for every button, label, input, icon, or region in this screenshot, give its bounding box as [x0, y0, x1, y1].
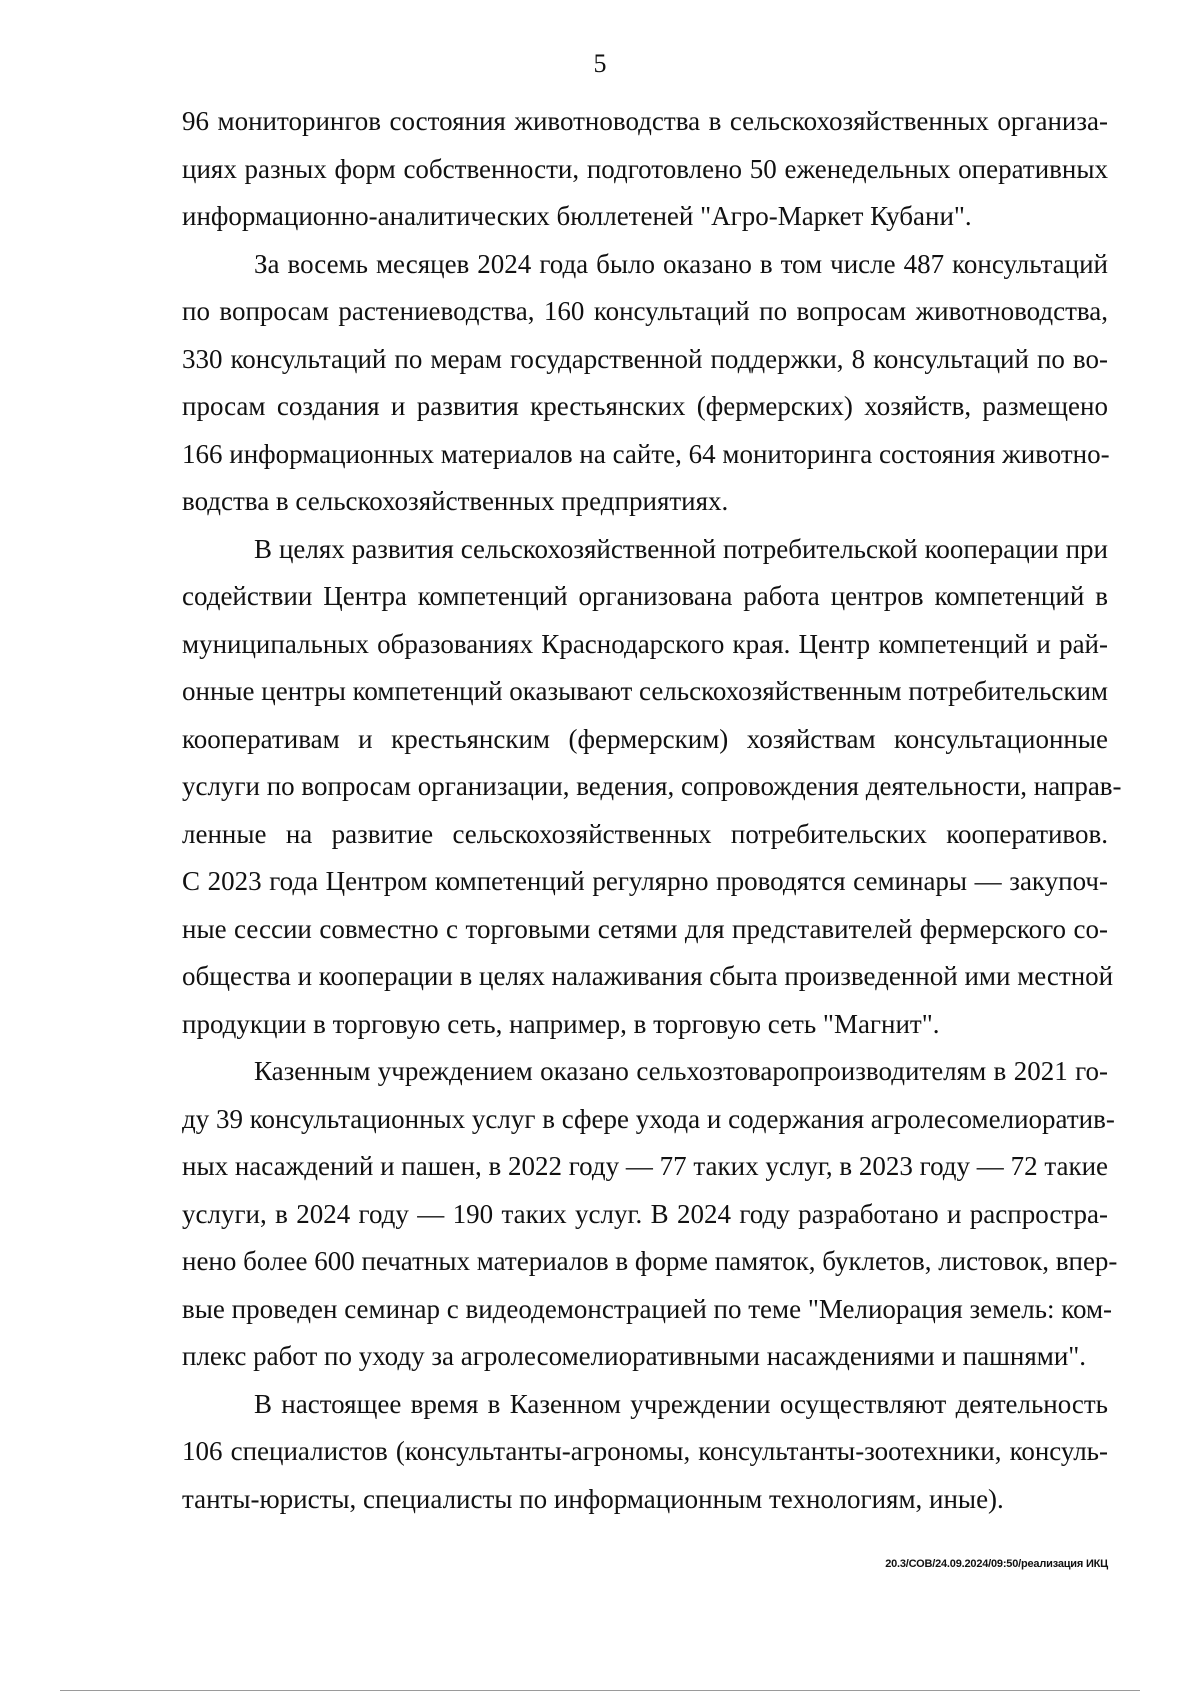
paragraph-specialists	[182, 1381, 1108, 1524]
document-body	[182, 98, 1122, 1523]
text-line: услуги по вопросам организации, ведения, сопровождения деятельности, направ-	[182, 771, 1122, 801]
paragraph-continuation	[182, 98, 1108, 241]
text-line: 330 консультаций по мерам государственной поддержки, 8 консультаций по во-	[182, 343, 1108, 374]
text-line: 96 мониторингов состояния животноводства в сельскохозяйственных организа-	[182, 106, 1108, 136]
text-line: онные центры компетенций оказывают сельскохозяйственным потребительским	[182, 676, 1108, 706]
text-line: циях разных форм собственности, подготовлено 50 еженедельных оперативных	[182, 153, 1108, 184]
scan-edge-divider	[60, 1690, 1140, 1691]
text-line: продукции в торговую сеть, например, в торговую сеть "Магнит".	[182, 1008, 940, 1039]
text-line: 106 специалистов (консультанты-агрономы, консультанты-зоотехники, консуль-	[182, 1436, 1108, 1466]
text-line: ленные на развитие сельскохозяйственных потребительских кооперативов.	[182, 818, 1108, 849]
text-line: ных насаждений и пашен, в 2022 году — 77 таких услуг, в 2023 году — 72 такие	[182, 1151, 1108, 1181]
text-line: муниципальных образованиях Краснодарского края. Центр компетенций и рай-	[182, 628, 1108, 659]
text-line: В настоящее время в Казенном учреждении осуществляют деятельность	[254, 1388, 1108, 1419]
text-line: С 2023 года Центром компетенций регулярно проводятся семинары — закупоч-	[182, 866, 1108, 896]
page-number: 5	[593, 49, 607, 78]
text-line: вые проведен семинар с видеодемонстрацией по теме "Мелиорация земель: ком-	[182, 1293, 1113, 1324]
text-line: нено более 600 печатных материалов в форме памяток, буклетов, листовок, впер-	[182, 1246, 1118, 1276]
text-line: За восемь месяцев 2024 года было оказано в том числе 487 консультаций	[254, 248, 1108, 279]
text-line: ду 39 консультационных услуг в сфере ухода и содержания агролесомелиоратив-	[182, 1103, 1115, 1134]
text-line: просам создания и развития крестьянских (фермерских) хозяйств, размещено	[182, 391, 1108, 421]
text-line: водства в сельскохозяйственных предприятиях.	[182, 486, 729, 516]
paragraph-cooperation	[182, 526, 1122, 1049]
text-line: танты-юристы, специалисты по информационным технологиям, иные).	[182, 1483, 1004, 1514]
text-line: кооперативам и крестьянским (фермерским) хозяйствам консультационные	[182, 723, 1108, 754]
text-line: содействии Центра компетенций организована работа центров компетенций в	[182, 581, 1108, 611]
text-line: плекс работ по уходу за агролесомелиоративными насаждениями и пашнями".	[182, 1341, 1087, 1371]
document-footer-code: 20.3/СОВ/24.09.2024/09:50/реализация ИКЦ	[885, 1558, 1108, 1570]
text-line: Казенным учреждением оказано сельхозтоваропроизводителям в 2021 го-	[254, 1056, 1108, 1086]
text-line: по вопросам растениеводства, 160 консультаций по вопросам животноводства,	[182, 296, 1108, 326]
paragraph-melioration-services	[182, 1048, 1118, 1381]
text-line: В целях развития сельскохозяйственной потребительской кооперации при	[254, 533, 1108, 564]
text-line: услуги, в 2024 году — 190 таких услуг. В 2024 году разработано и распростра-	[182, 1198, 1108, 1229]
text-line: информационно-аналитических бюллетеней "Агро-Маркет Кубани".	[182, 201, 972, 231]
paragraph-consultations-2024	[182, 241, 1108, 526]
text-line: общества и кооперации в целях налаживания сбыта произведенной ими местной	[182, 961, 1114, 991]
text-line: ные сессии совместно с торговыми сетями для представителей фермерского со-	[182, 913, 1108, 944]
text-line: 166 информационных материалов на сайте, 64 мониторинга состояния животно-	[182, 438, 1110, 469]
